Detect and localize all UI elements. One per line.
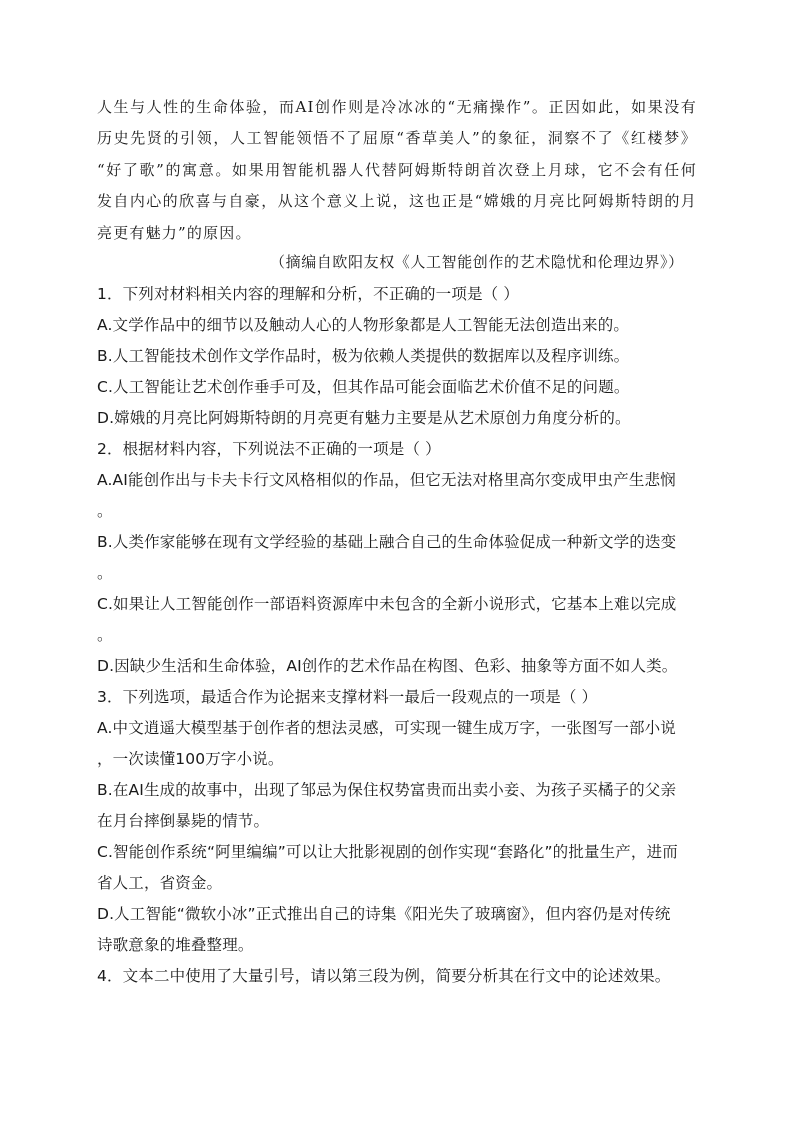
question-2-option-a: A.AI能创作出与卡夫卡行文风格相似的作品，但它无法对格里高尔变成甲虫产生悲悯: [97, 471, 676, 489]
question-3-option-c-cont: 省人工，省资金。: [97, 874, 223, 892]
question-2-stem: 2．根据材料内容，下列说法不正确的一项是（ ）: [97, 440, 441, 458]
question-3-option-a-cont: ，一次读懂100万字小说。: [97, 750, 284, 768]
question-2-option-c-cont: 。: [97, 626, 113, 644]
question-2-option-a-cont: 。: [97, 502, 113, 520]
question-3-option-b-cont: 在月台摔倒暴毙的情节。: [97, 812, 270, 830]
question-2-option-b: B.人类作家能够在现有文学经验的基础上融合自己的生命体验促成一种新文学的迭变: [97, 533, 677, 551]
question-1-stem: 1．下列对材料相关内容的理解和分析，不正确的一项是（ ）: [97, 285, 519, 303]
passage-line: 亮更有魅力”的原因。: [97, 223, 252, 242]
question-1-option-c: C.人工智能让艺术创作垂手可及，但其作品可能会面临艺术价值不足的问题。: [97, 378, 630, 396]
question-3-option-d-cont: 诗歌意象的堆叠整理。: [97, 936, 254, 954]
passage-line: 人生与人性的生命体验，而AI创作则是冷冰冰的“无痛操作”。正因如此，如果没有: [97, 98, 697, 116]
passage-line: “好了歌”的寓意。如果用智能机器人代替阿姆斯特朗首次登上月球，它不会有任何: [97, 160, 697, 179]
question-3-option-a: A.中文逍遥大模型基于创作者的想法灵感，可实现一键生成万字，一张图写一部小说: [97, 719, 676, 737]
question-2-option-d: D.因缺少生活和生命体验，AI创作的艺术作品在构图、色彩、抽象等方面不如人类。: [97, 657, 678, 675]
question-4-stem: 4．文本二中使用了大量引号，请以第三段为例，简要分析其在行文中的论述效果。: [97, 967, 671, 985]
questions-section: [97, 279, 697, 992]
question-1-option-a: A.文学作品中的细节以及触动人心的人物形象都是人工智能无法创造出来的。: [97, 316, 630, 334]
question-3-stem: 3．下列选项，最适合作为论据来支撑材料一最后一段观点的一项是（ ）: [97, 688, 598, 706]
passage-line: 发自内心的欣喜与自豪，从这个意义上说，这也正是“嫦娥的月亮比阿姆斯特朗的月: [97, 192, 697, 211]
passage-line: 历史先贤的引领，人工智能领悟不了屈原“香草美人”的象征，洞察不了《红楼梦》: [97, 129, 697, 148]
source-citation: （摘编自欧阳友权《人工智能创作的艺术隐忧和伦理边界》）: [270, 253, 684, 271]
question-3-option-b: B.在AI生成的故事中，出现了邹忌为保住权势富贵而出卖小妾、为孩子买橘子的父亲: [97, 781, 677, 799]
question-1-option-d: D.嫦娥的月亮比阿姆斯特朗的月亮更有魅力主要是从艺术原创力角度分析的。: [97, 409, 631, 427]
question-3-option-d: D.人工智能“微软小冰”正式推出自己的诗集《阳光失了玻璃窗》，但内容仍是对传统: [97, 905, 671, 923]
question-3-option-c: C.智能创作系统“阿里编编”可以让大批影视剧的创作实现“套路化”的批量生产，进而: [97, 843, 678, 861]
question-1-option-b: B.人工智能技术创作文学作品时，极为依赖人类提供的数据库以及程序训练。: [97, 347, 630, 365]
passage-excerpt: [97, 92, 697, 249]
question-2-option-b-cont: 。: [97, 564, 113, 582]
question-2-option-c: C.如果让人工智能创作一部语料资源库中未包含的全新小说形式，它基本上难以完成: [97, 595, 677, 613]
